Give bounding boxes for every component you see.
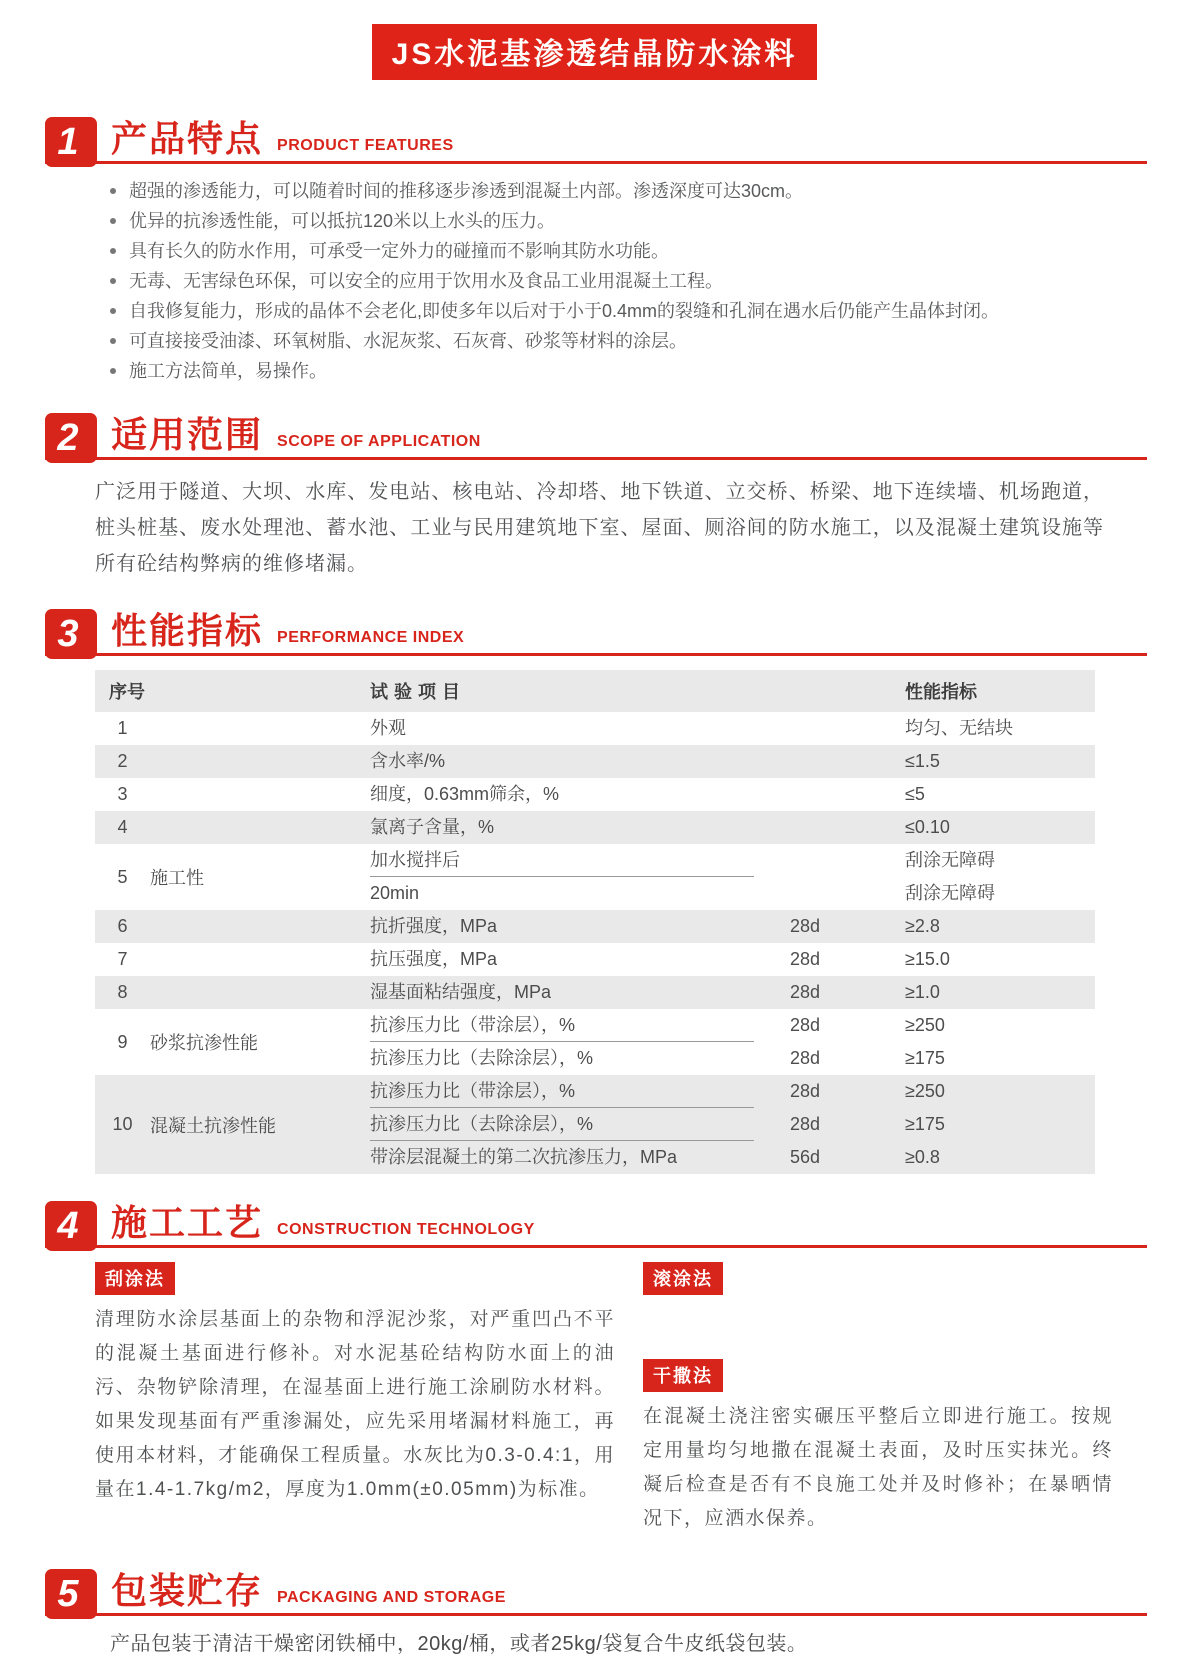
cell-index <box>905 712 1095 745</box>
method-badge-scrape-coating: 刮涂法 <box>95 1262 175 1295</box>
cell-index <box>905 1075 1095 1174</box>
age-value <box>790 877 905 910</box>
section-3-header <box>45 602 1147 656</box>
cell-category <box>150 976 370 1009</box>
bullet-icon <box>110 248 116 254</box>
feature-text: 施工方法简单，易操作。 <box>129 361 327 381</box>
cell-category <box>150 745 370 778</box>
age-value: 28d <box>790 916 821 936</box>
section-3-subtitle-en: PERFORMANCE INDEX <box>277 629 465 646</box>
cell-index <box>905 943 1095 976</box>
bullet-icon <box>110 338 116 344</box>
cell-category <box>150 712 370 745</box>
cell-test-item <box>370 1075 790 1174</box>
cell-age <box>790 811 905 844</box>
section-3-title: 性能指标 <box>111 610 264 651</box>
method-badge-roll-coating: 滚涂法 <box>643 1262 723 1295</box>
cell-category: 砂浆抗渗性能 <box>150 1033 258 1053</box>
feature-text: 优异的抗渗透性能，可以抵抗120米以上水头的压力。 <box>129 211 556 231</box>
test-item-value: 抗渗压力比（带涂层），% <box>370 1075 754 1108</box>
section-4-header <box>45 1194 1147 1248</box>
cell-index <box>905 745 1095 778</box>
section-5-subtitle-en: PACKAGING AND STORAGE <box>277 1589 506 1606</box>
cell-no: 3 <box>117 784 128 804</box>
cell-age <box>790 778 905 811</box>
cell-no: 10 <box>112 1114 133 1134</box>
table-row <box>95 1075 1095 1174</box>
cell-index <box>905 976 1095 1009</box>
feature-text: 自我修复能力，形成的晶体不会老化,即使多年以后对于小于0.4mm的裂缝和孔洞在遇水后仍能产生晶体封闭。 <box>129 301 1000 321</box>
age-value: 28d <box>790 1081 821 1101</box>
section-2-title: 适用范围 <box>111 414 264 455</box>
section-4-number-badge: 4 <box>45 1201 97 1251</box>
section-2-subtitle-en: SCOPE OF APPLICATION <box>277 433 481 450</box>
section-4-title: 施工工艺 <box>111 1202 264 1243</box>
performance-table-body <box>95 712 1095 1174</box>
index-value: ≥2.8 <box>905 916 940 936</box>
index-value: ≤5 <box>905 784 925 804</box>
test-item-value: 细度，0.63mm筛余，% <box>370 784 560 804</box>
index-value: ≥0.8 <box>905 1147 940 1167</box>
table-row <box>95 745 1095 778</box>
cell-age <box>790 844 905 910</box>
cell-test-item <box>370 1009 790 1075</box>
cell-index <box>905 1009 1095 1075</box>
index-value: ≥250 <box>905 1081 945 1101</box>
age-value <box>790 712 905 745</box>
cell-test-item <box>370 844 790 910</box>
method-text-dry-sprinkle: 在混凝土浇注密实碾压平整后立即进行施工。按规定用量均匀地撒在混凝土表面，及时压实抹光。终凝后检查是否有不良施工处并及时修补；在暴晒情况下，应洒水保养。 <box>643 1406 1113 1529</box>
index-value: 均匀、无结块 <box>905 718 1013 738</box>
cell-category <box>150 778 370 811</box>
scope-paragraph: 广泛用于隧道、大坝、水库、发电站、核电站、冷却塔、地下铁道、立交桥、桥梁、地下连续墙、机场跑道，桩头桩基、废水处理池、蓄水池、工业与民用建筑地下室、屋面、厕浴间的防水施工，以及混凝土建筑设施等所有砼结构弊病的维修堵漏。 <box>95 481 1104 575</box>
index-value: ≥175 <box>905 1048 945 1068</box>
test-item-value: 抗渗压力比（去除涂层），% <box>370 1108 754 1141</box>
cell-age <box>790 712 905 745</box>
feature-text: 无毒、无害绿色环保，可以安全的应用于饮用水及食品工业用混凝土工程。 <box>129 271 723 291</box>
section-5-header <box>45 1562 1147 1616</box>
test-item-value: 抗压强度，MPa <box>370 949 498 969</box>
section-4-subtitle-en: CONSTRUCTION TECHNOLOGY <box>277 1221 535 1238</box>
index-value: 刮涂无障碍 <box>905 883 995 903</box>
bullet-icon <box>110 218 116 224</box>
table-row <box>95 943 1095 976</box>
section-3-number-badge: 3 <box>45 609 97 659</box>
cell-no: 1 <box>117 718 128 738</box>
cell-test-item <box>370 943 790 976</box>
age-value: 28d <box>790 1015 821 1035</box>
cell-test-item <box>370 778 790 811</box>
bullet-icon <box>110 278 116 284</box>
cell-no: 7 <box>117 949 128 969</box>
construction-section <box>95 1262 1129 1536</box>
index-value: ≤0.10 <box>905 817 950 837</box>
cell-no: 9 <box>117 1031 128 1052</box>
table-row <box>95 976 1095 1009</box>
page-title: JS水泥基渗透结晶防水涂料 <box>372 24 818 80</box>
cell-index <box>905 910 1095 943</box>
section-5-title: 包装贮存 <box>111 1570 264 1611</box>
packaging-paragraph: 产品包装于清洁干燥密闭铁桶中，20kg/桶，或者25kg/袋复合牛皮纸袋包装。 <box>110 1633 808 1655</box>
feature-text: 超强的渗透能力，可以随着时间的推移逐步渗透到混凝土内部。渗透深度可达30cm。 <box>129 181 804 201</box>
age-value <box>790 844 905 877</box>
cell-test-item <box>370 976 790 1009</box>
age-value: 28d <box>790 949 821 969</box>
section-1-title: 产品特点 <box>111 118 264 159</box>
list-item <box>110 298 1129 328</box>
cell-category: 施工性 <box>150 868 204 888</box>
section-1-header <box>45 110 1147 164</box>
section-2-header <box>45 406 1147 460</box>
title-banner-wrap <box>0 24 1189 80</box>
age-value <box>790 778 905 811</box>
method-gap <box>643 1303 1113 1359</box>
index-value: ≥175 <box>905 1114 945 1134</box>
header-no: 序号 <box>109 682 145 702</box>
test-item-value: 加水搅拌后 <box>370 844 754 877</box>
section-1-subtitle-en: PRODUCT FEATURES <box>277 137 454 154</box>
index-value: ≤1.5 <box>905 751 940 771</box>
cell-test-item <box>370 910 790 943</box>
cell-no: 8 <box>117 982 128 1002</box>
test-item-value: 外观 <box>370 718 406 738</box>
cell-category <box>150 943 370 976</box>
header-test-item: 试验项目 <box>370 682 466 702</box>
bullet-icon <box>110 308 116 314</box>
index-value: 刮涂无障碍 <box>905 850 995 870</box>
test-item-value: 抗渗压力比（带涂层），% <box>370 1009 754 1042</box>
cell-age <box>790 976 905 1009</box>
section-5-number-badge: 5 <box>45 1569 97 1619</box>
list-item <box>110 208 1129 238</box>
index-value: ≥1.0 <box>905 982 940 1002</box>
performance-table <box>95 670 1095 1174</box>
test-item-value: 抗渗压力比（去除涂层），% <box>370 1048 594 1068</box>
list-item <box>110 268 1129 298</box>
cell-category <box>150 811 370 844</box>
test-item-value: 含水率/% <box>370 751 446 771</box>
features-list <box>110 178 1129 388</box>
age-value: 56d <box>790 1147 821 1167</box>
test-item-value: 20min <box>370 883 420 903</box>
cell-age <box>790 943 905 976</box>
cell-no: 2 <box>117 751 128 771</box>
cell-test-item <box>370 811 790 844</box>
feature-text: 具有长久的防水作用，可承受一定外力的碰撞而不影响其防水功能。 <box>129 241 669 261</box>
list-item <box>110 178 1129 208</box>
table-row <box>95 778 1095 811</box>
header-performance-index: 性能指标 <box>905 682 977 702</box>
cell-category: 混凝土抗渗性能 <box>150 1115 276 1136</box>
index-value: ≥15.0 <box>905 949 950 969</box>
method-badge-dry-sprinkle: 干撒法 <box>643 1359 723 1392</box>
cell-category <box>150 910 370 943</box>
feature-text: 可直接接受油漆、环氧树脂、水泥灰浆、石灰膏、砂浆等材料的涂层。 <box>129 331 687 351</box>
list-item <box>110 328 1129 358</box>
cell-no: 4 <box>117 817 128 837</box>
bullet-icon <box>110 188 116 194</box>
cell-age <box>790 745 905 778</box>
table-row <box>95 712 1095 745</box>
table-row <box>95 1009 1095 1075</box>
cell-test-item <box>370 712 790 745</box>
method-text-scrape-coating: 清理防水涂层基面上的杂物和浮泥沙浆，对严重凹凸不平的混凝土基面进行修补。对水泥基砼结构防水面上的油污、杂物铲除清理，在湿基面上进行施工涂刷防水材料。如果发现基面有严重渗漏处，应先采用堵漏材料施工，再使用本材料，才能确保工程质量。水灰比为0.3-0.4:1，用量在1.4-1.7kg/m2，厚度为1.0mm(±0.05mm)为标准。 <box>95 1309 615 1500</box>
age-value: 28d <box>790 1048 821 1068</box>
test-item-value: 氯离子含量，% <box>370 817 495 837</box>
section-2-number-badge: 2 <box>45 413 97 463</box>
table-row <box>95 910 1095 943</box>
performance-table-header <box>95 670 1095 712</box>
list-item <box>110 238 1129 268</box>
cell-no: 5 <box>117 866 128 887</box>
cell-age <box>790 910 905 943</box>
construction-right-column <box>643 1262 1113 1536</box>
table-row <box>95 844 1095 910</box>
cell-age <box>790 1009 905 1075</box>
section-1-number-badge: 1 <box>45 117 97 167</box>
age-value: 28d <box>790 1114 821 1134</box>
cell-index <box>905 844 1095 910</box>
age-value: 28d <box>790 982 821 1002</box>
test-item-value: 带涂层混凝土的第二次抗渗压力，MPa <box>370 1147 678 1167</box>
test-item-value: 抗折强度，MPa <box>370 916 498 936</box>
construction-left-column <box>95 1262 615 1536</box>
index-value: ≥250 <box>905 1015 945 1035</box>
age-value <box>790 811 905 844</box>
age-value <box>790 745 905 778</box>
cell-index <box>905 811 1095 844</box>
cell-no: 6 <box>117 916 128 936</box>
cell-index <box>905 778 1095 811</box>
table-row <box>95 811 1095 844</box>
bullet-icon <box>110 368 116 374</box>
list-item <box>110 358 1129 388</box>
test-item-value: 湿基面粘结强度，MPa <box>370 982 552 1002</box>
cell-test-item <box>370 745 790 778</box>
cell-age <box>790 1075 905 1174</box>
